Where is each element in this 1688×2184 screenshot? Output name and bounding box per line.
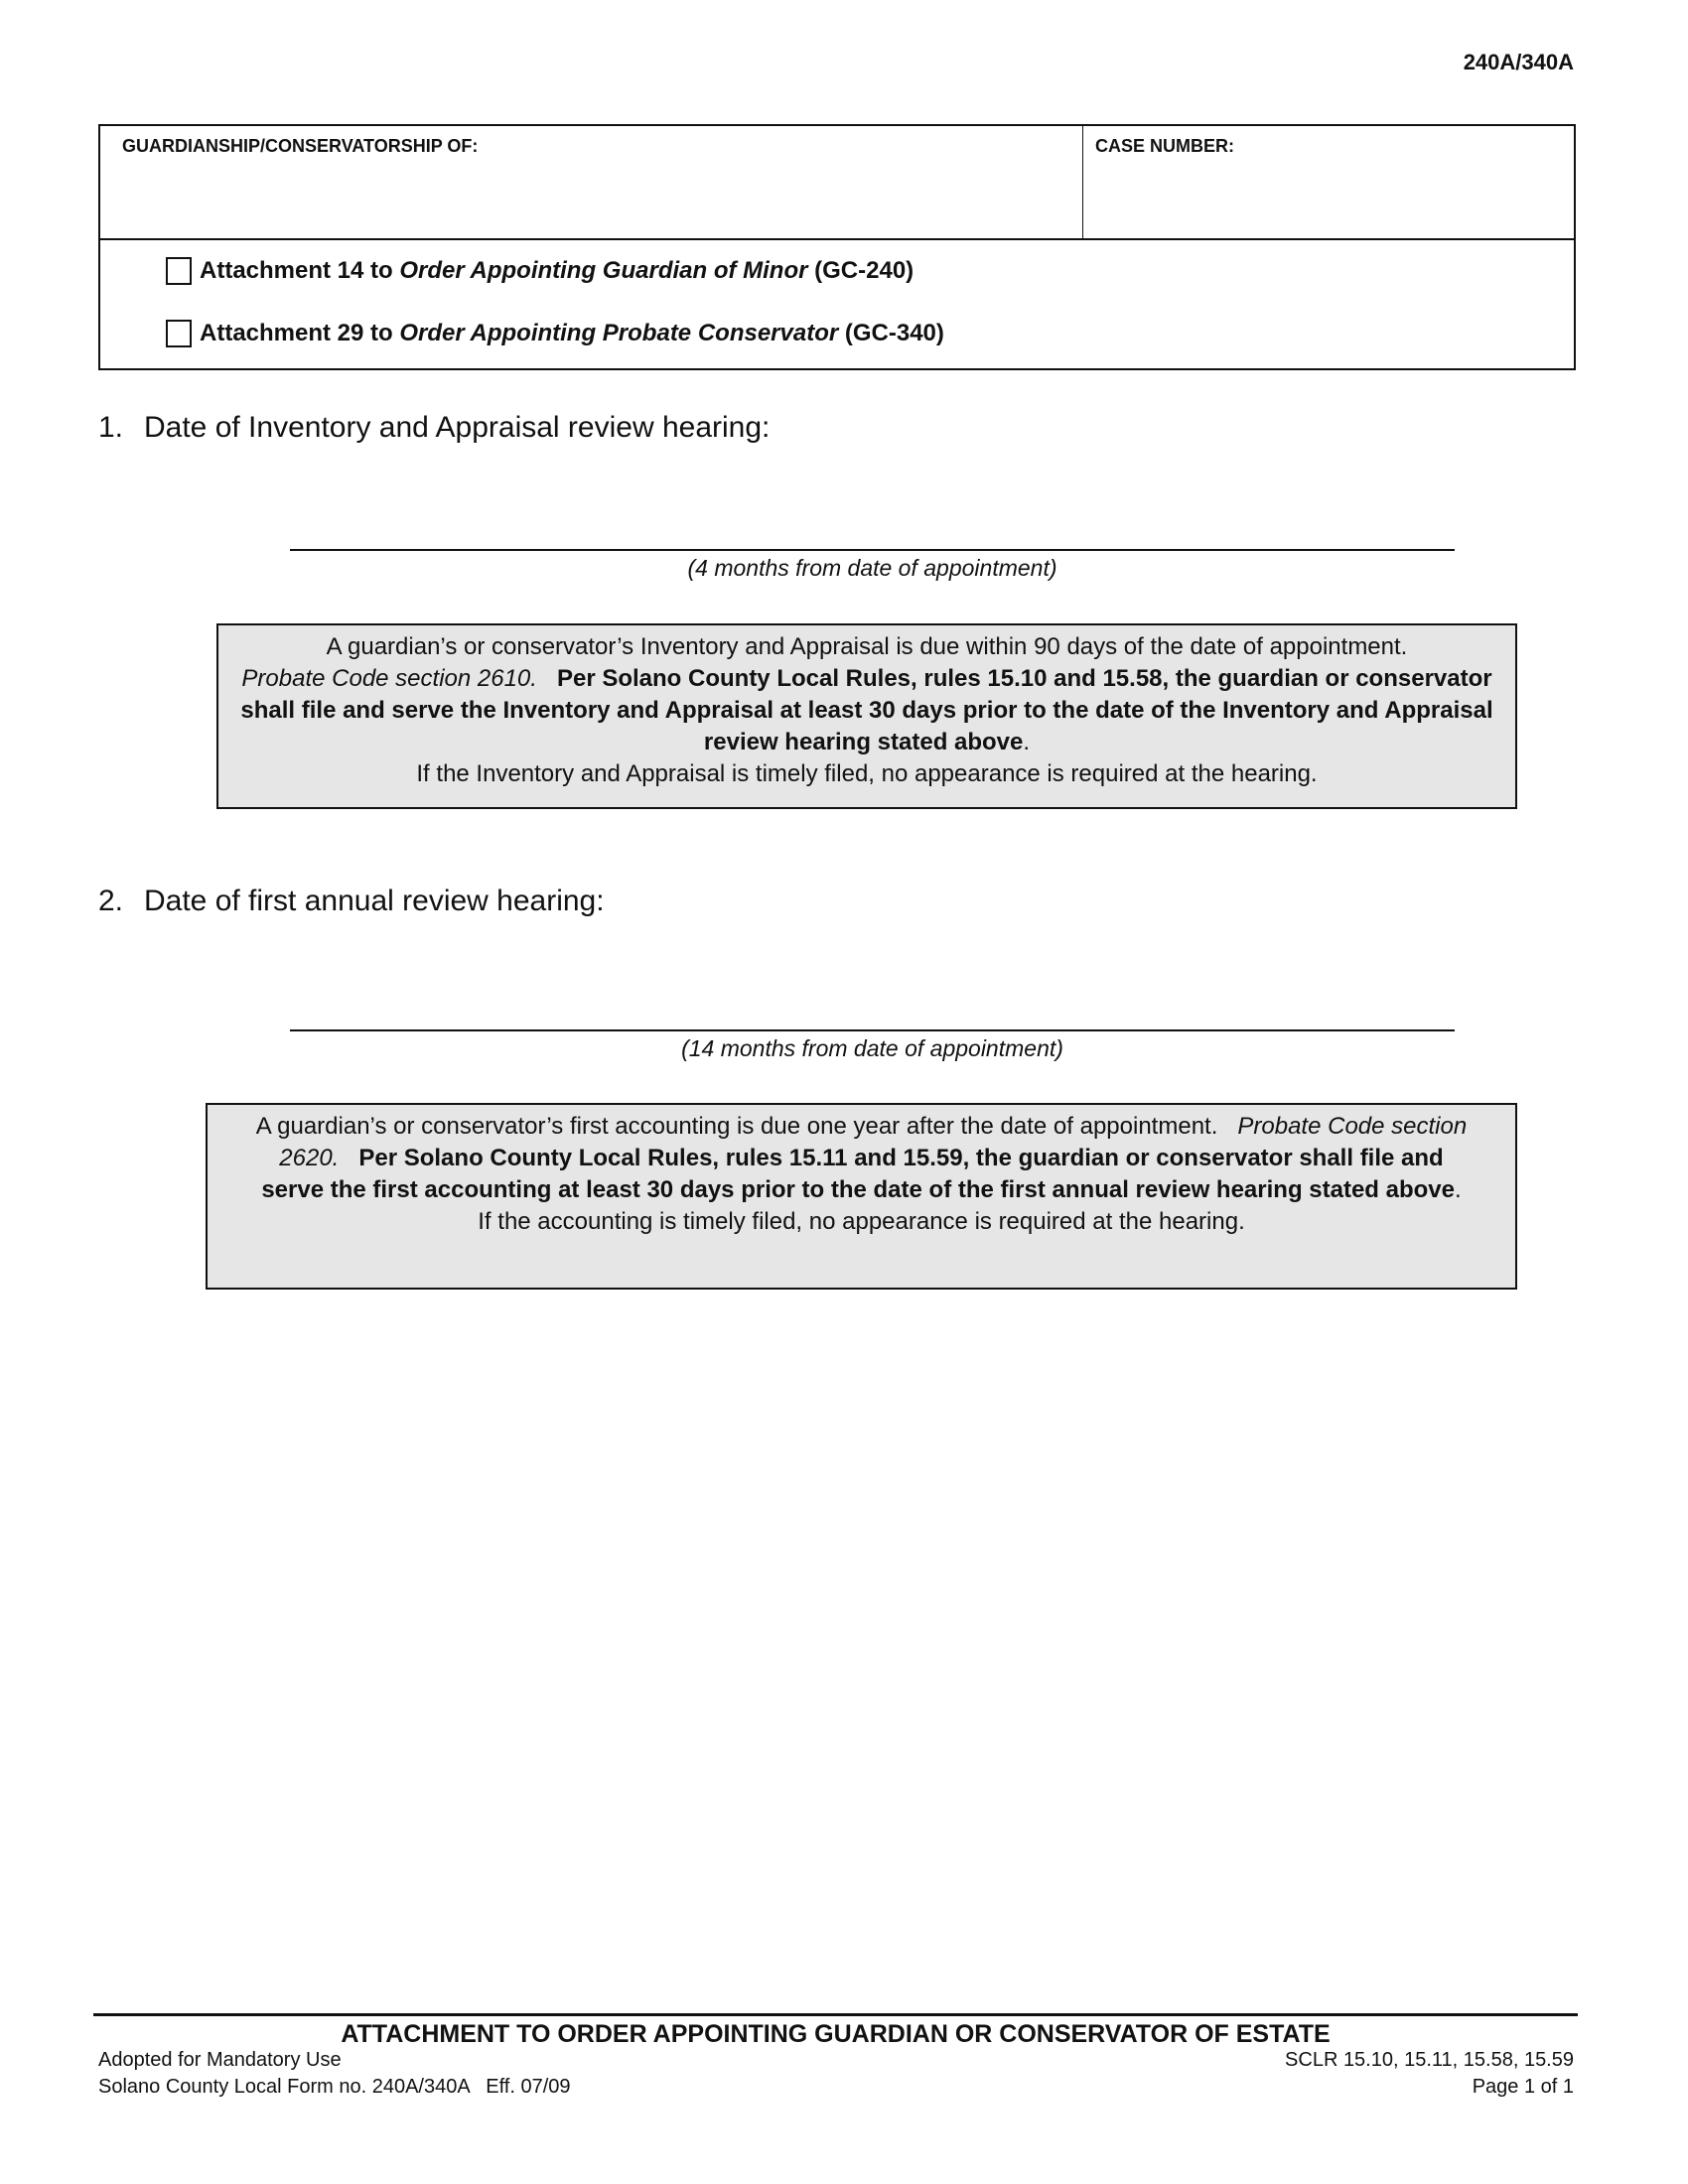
footer-adopted: Adopted for Mandatory Use <box>98 2049 342 2071</box>
option-title: Order Appointing Probate Conservator <box>399 320 839 346</box>
hearing-date-line-2[interactable] <box>290 1029 1455 1031</box>
notice-appearance: If the Inventory and Appraisal is timely filed, no appearance is required at the hearing. <box>416 760 1318 787</box>
notice-rule: Per Solano County Local Rules, rules 15.11 and 15.59, the guardian or conservator shall file and serve the first accounting at least 30 days prior to the date of the first annual review hearing stated above <box>261 1145 1455 1203</box>
checkbox[interactable] <box>166 320 192 347</box>
item-1-label <box>98 411 770 445</box>
notice-period: . <box>1023 729 1031 755</box>
divider <box>100 238 1574 240</box>
form-number: 240A/340A <box>1463 50 1574 74</box>
footer-rules: SCLR 15.10, 15.11, 15.58, 15.59 <box>1285 2049 1574 2071</box>
option-suffix: (GC-340) <box>838 320 944 346</box>
option-prefix: Attachment 14 to <box>200 257 400 284</box>
footer-rule <box>93 2013 1578 2016</box>
footer-form-info: Solano County Local Form no. 240A/340A Eff. 07/09 <box>98 2076 571 2098</box>
option-gc240[interactable] <box>166 257 914 285</box>
guardianship-field-label: GUARDIANSHIP/CONSERVATORSHIP OF: <box>122 136 479 156</box>
notice-rule: Per Solano County Local Rules, rules 15.10 and 15.58, the guardian or conservator shall file and serve the Inventory and Appraisal at least 30 days prior to the date of the Inventory and Appraisal review hearing stated above <box>240 665 1493 755</box>
footer-title: ATTACHMENT TO ORDER APPOINTING GUARDIAN OR CONSERVATOR OF ESTATE <box>341 2020 1331 2048</box>
notice-period: . <box>1455 1176 1462 1203</box>
hearing-date-caption-2: (14 months from date of appointment) <box>681 1035 1063 1061</box>
option-prefix: Attachment 29 to <box>200 320 400 346</box>
notice-citation: Probate Code section 2610. <box>241 665 537 692</box>
option-title: Order Appointing Guardian of Minor <box>399 257 808 284</box>
item-text: Date of Inventory and Appraisal review hearing: <box>144 411 771 444</box>
hearing-date-caption-1: (4 months from date of appointment) <box>687 555 1057 581</box>
item-number: 1. <box>98 411 124 444</box>
notice-appearance: If the accounting is timely filed, no appearance is required at the hearing. <box>478 1208 1245 1235</box>
item-text: Date of first annual review hearing: <box>144 885 605 917</box>
option-text <box>200 257 914 285</box>
option-text <box>200 320 944 347</box>
caption-box <box>98 124 1576 370</box>
notice-text: A guardian’s or conservator’s Inventory and Appraisal is due within 90 days of the date of appointment. <box>326 633 1408 660</box>
item-2-label <box>98 885 605 918</box>
hearing-date-line-1[interactable] <box>290 549 1455 551</box>
option-suffix: (GC-240) <box>807 257 914 284</box>
option-gc340[interactable] <box>166 320 944 347</box>
checkbox[interactable] <box>166 257 192 285</box>
case-number-label: CASE NUMBER: <box>1095 136 1235 156</box>
notice-box-1 <box>216 623 1517 809</box>
notice-citation: Probate Code section 2620. <box>279 1113 1468 1171</box>
divider <box>1082 126 1083 238</box>
footer-page: Page 1 of 1 <box>1472 2076 1574 2098</box>
notice-text: A guardian’s or conservator’s first accounting is due one year after the date of appointment. <box>255 1113 1218 1140</box>
item-number: 2. <box>98 885 124 917</box>
notice-box-2 <box>206 1103 1517 1290</box>
